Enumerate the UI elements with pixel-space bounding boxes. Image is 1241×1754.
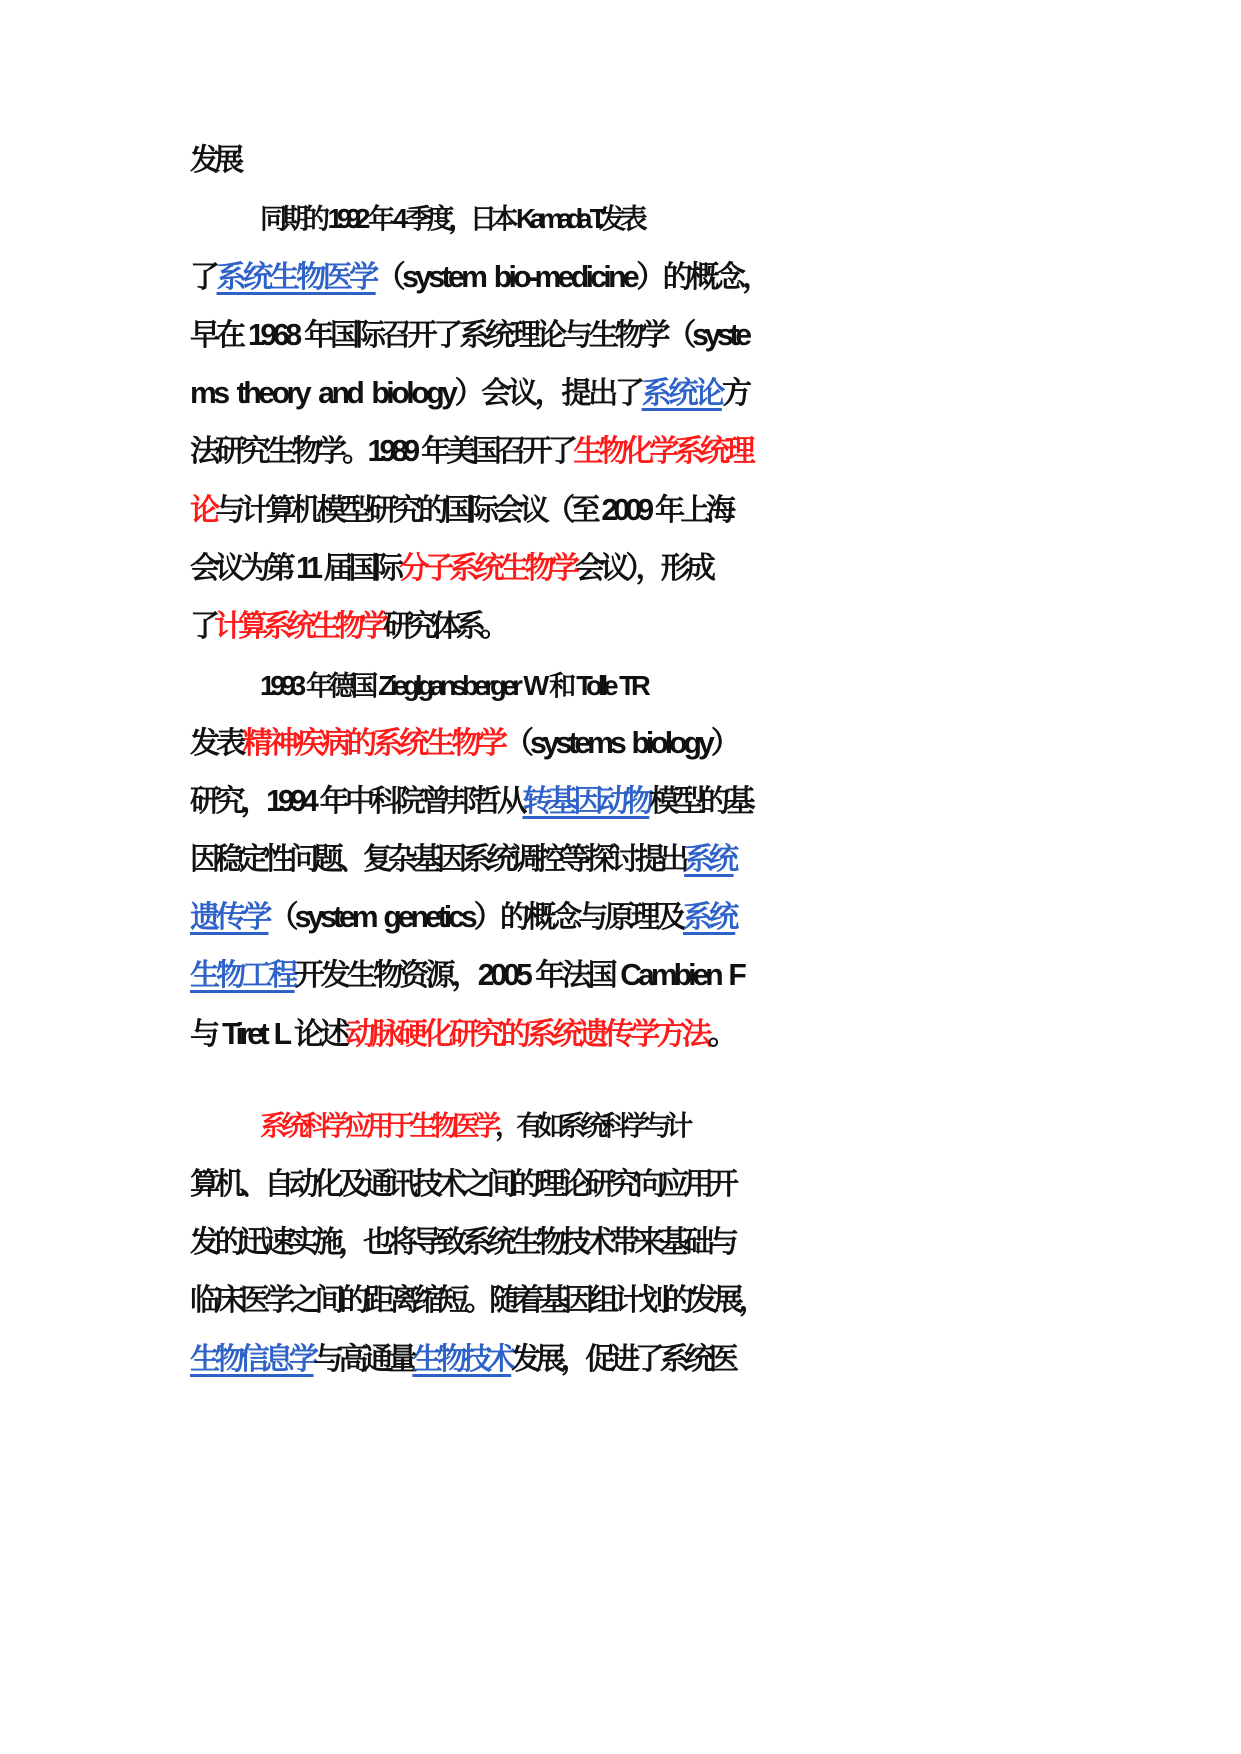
text-line bbox=[190, 481, 1060, 541]
highlighted-term: 计算系统生物学 bbox=[214, 609, 384, 644]
text-line bbox=[190, 306, 1060, 366]
text-run: 研究， bbox=[190, 784, 267, 819]
text-line bbox=[190, 946, 1060, 1006]
text-run: （ bbox=[375, 260, 403, 295]
text-run: Tolle TR bbox=[576, 670, 646, 701]
text-run: 了 bbox=[190, 609, 215, 644]
text-run: 会议），形成 bbox=[575, 551, 711, 586]
text-line bbox=[190, 1271, 1060, 1331]
text-line bbox=[190, 714, 1060, 774]
text-line bbox=[260, 189, 1130, 249]
text-run: ）的概念， bbox=[636, 260, 769, 295]
text-run: 因稳定性问题、复杂基因系统调控等探讨提出 bbox=[190, 842, 685, 877]
text-run: （ bbox=[268, 900, 295, 935]
text-run: Cambien F bbox=[620, 959, 743, 992]
text-line bbox=[190, 422, 1060, 482]
text-line bbox=[190, 539, 1060, 599]
text-run: 季度，日本 bbox=[402, 204, 516, 235]
term-link[interactable]: 生物技术 bbox=[412, 1342, 512, 1377]
text-run: 发展 bbox=[190, 143, 239, 178]
text-run: 模型的基 bbox=[649, 784, 751, 819]
text-run: 临床医学之间的距离缩短。随着基因组计划的发展， bbox=[190, 1283, 764, 1318]
text-line bbox=[260, 1097, 1130, 1157]
highlighted-term: 分子系统生物学 bbox=[398, 551, 576, 586]
text-run: 1994 bbox=[266, 785, 314, 818]
term-link[interactable]: 系统 bbox=[682, 900, 736, 935]
text-run: ）的概念与原理及 bbox=[473, 900, 683, 935]
text-run: 发表 bbox=[190, 726, 243, 761]
text-run: 与 bbox=[190, 1017, 223, 1052]
term-link[interactable]: 生物工程 bbox=[190, 958, 295, 993]
text-line bbox=[190, 888, 1060, 948]
term-link[interactable]: 生物信息学 bbox=[190, 1342, 314, 1377]
text-run: 年法国 bbox=[528, 958, 621, 993]
text-run: （ bbox=[503, 726, 531, 761]
text-run: 1992 bbox=[327, 203, 365, 234]
text-run: 11 bbox=[296, 552, 319, 585]
text-run: 同期的 bbox=[260, 204, 328, 235]
text-line bbox=[190, 248, 1060, 308]
text-run: systems biology bbox=[530, 727, 711, 760]
text-line bbox=[190, 1213, 1060, 1273]
text-line bbox=[190, 597, 1060, 657]
text-run: 开发生物资源， bbox=[294, 958, 478, 993]
highlighted-term: 精神疾病的系统生物学 bbox=[242, 726, 504, 761]
text-run: 年德国 bbox=[301, 671, 379, 702]
text-run: ，有如系统科学与计 bbox=[494, 1111, 688, 1142]
term-link[interactable]: 系统论 bbox=[641, 376, 722, 411]
text-run: 年 bbox=[364, 204, 393, 235]
highlighted-term: 生物化学系统理 bbox=[573, 434, 751, 469]
text-run: 会议为第 bbox=[190, 551, 297, 586]
highlighted-term: 动脉硬化研究的系统遗传学方法 bbox=[345, 1017, 708, 1052]
text-line bbox=[190, 772, 1060, 832]
term-link[interactable]: 系统 bbox=[684, 842, 734, 877]
text-run: 4 bbox=[392, 203, 403, 234]
text-run: 早在 bbox=[190, 318, 248, 353]
text-run: 2005 bbox=[477, 959, 529, 992]
text-run: 发的迅速实施，也将导致系统生物技术带来基础与 bbox=[190, 1225, 734, 1260]
text-run: 了 bbox=[190, 260, 217, 295]
term-link[interactable]: 系统生物医学 bbox=[216, 260, 376, 295]
text-run: 法研究生物学。 bbox=[190, 434, 368, 469]
text-run: 。 bbox=[707, 1017, 734, 1052]
text-run: ）会议，提出了 bbox=[454, 376, 642, 411]
text-run: 与计算机模型研究的国际会议（至 bbox=[215, 493, 602, 528]
text-line bbox=[190, 364, 1060, 424]
text-run: system genetics bbox=[294, 901, 474, 934]
text-run: ） bbox=[710, 726, 737, 761]
text-run: Tiret L bbox=[222, 1018, 288, 1051]
text-line bbox=[190, 1155, 1060, 1215]
text-run: 研究体系。 bbox=[383, 609, 505, 644]
text-line bbox=[190, 1330, 1060, 1390]
text-run: Kamada T. bbox=[515, 203, 599, 234]
text-run: 1968 bbox=[247, 319, 298, 352]
text-run: system bio-medicine bbox=[402, 261, 637, 294]
text-run: ms theory and biology bbox=[190, 377, 455, 410]
highlighted-term: 论 bbox=[190, 493, 216, 528]
text-run: 方 bbox=[721, 376, 749, 411]
text-run: 年上海 bbox=[649, 493, 732, 528]
text-run: syste bbox=[692, 319, 748, 352]
text-line bbox=[190, 1005, 1060, 1065]
text-run: Zieglgansberger W bbox=[378, 670, 545, 701]
text-run: 发展，促进了系统医 bbox=[511, 1342, 734, 1377]
text-run: 年中科院曾邦哲从 bbox=[313, 784, 523, 819]
term-link[interactable]: 转基因动物 bbox=[522, 784, 650, 819]
highlighted-term: 系统科学应用于生物医学 bbox=[260, 1111, 495, 1142]
text-line bbox=[190, 830, 1060, 890]
text-run: 与高通量 bbox=[313, 1342, 413, 1377]
text-run: 年美国召开了 bbox=[415, 434, 574, 469]
text-run: 发表 bbox=[598, 204, 642, 235]
text-run: 论述 bbox=[287, 1017, 346, 1052]
text-run: 年国际召开了系统理论与生物学（ bbox=[297, 318, 693, 353]
text-line bbox=[190, 131, 1060, 191]
text-line bbox=[260, 656, 1130, 716]
text-run: 1989 bbox=[367, 435, 416, 468]
text-run: 和 bbox=[544, 671, 577, 702]
text-run: 1993 bbox=[260, 670, 302, 701]
term-link[interactable]: 遗传学 bbox=[190, 900, 269, 935]
text-run: 届国际 bbox=[318, 551, 399, 586]
text-run: 算机、自动化及通讯技术之间的理论研究向应用开 bbox=[190, 1167, 734, 1202]
text-run: 2009 bbox=[601, 494, 650, 527]
